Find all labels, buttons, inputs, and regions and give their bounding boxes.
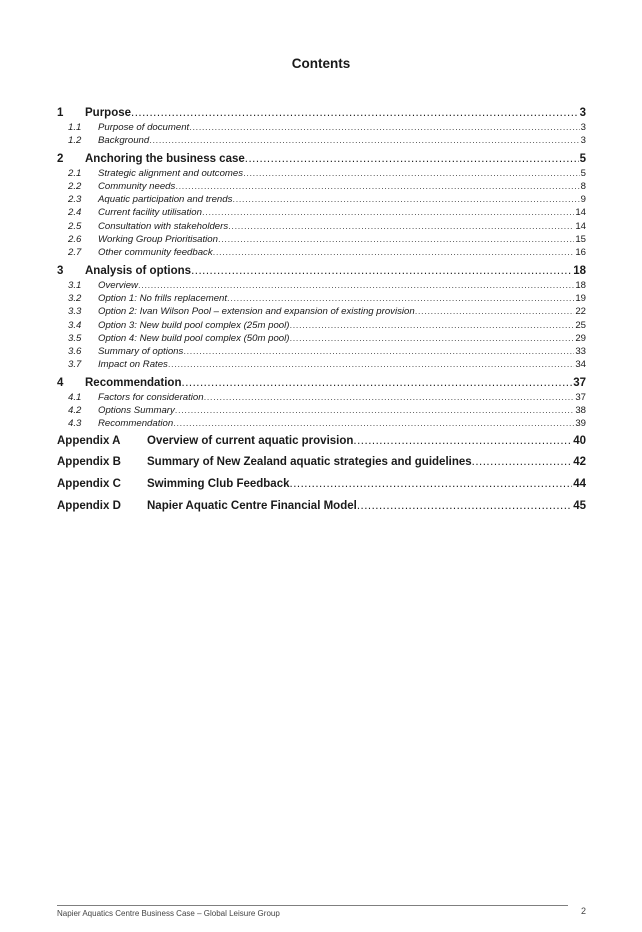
toc-appendix[interactable] — [57, 431, 586, 453]
toc-dot-leader — [173, 417, 574, 430]
toc-entry-number: 2.2 — [68, 180, 82, 192]
toc-entry-title: Option 3: New build pool complex (25m pool) — [98, 319, 290, 331]
toc-dot-leader — [289, 332, 574, 345]
toc-entry-page: 29 — [575, 332, 586, 344]
toc-entry-number: 3.4 — [68, 319, 82, 331]
toc-entry-page: 18 — [575, 279, 586, 291]
toc-entry-title: Community needs — [98, 180, 176, 192]
toc-entry-number: 3.1 — [68, 279, 82, 291]
toc-dot-leader — [131, 105, 579, 121]
toc-entry-number: 2.3 — [68, 194, 82, 206]
toc-entry-number: 2.7 — [68, 247, 82, 259]
toc-entry-number: 3 — [57, 264, 64, 277]
toc-entry-number: 3.7 — [68, 359, 82, 371]
toc-entry-page: 25 — [575, 319, 586, 331]
toc-entry-number: 3.5 — [68, 332, 82, 344]
toc-entry-number: 4.1 — [68, 391, 82, 403]
toc-entry-number: 2.6 — [68, 234, 82, 246]
toc-entry-number: Appendix A — [57, 434, 121, 447]
toc-entry-number: Appendix B — [57, 456, 121, 469]
toc-subsection[interactable] — [57, 180, 586, 193]
toc-section[interactable] — [57, 151, 586, 167]
toc-entry-title: Purpose — [85, 107, 132, 119]
toc-entry-title: Options Summary — [98, 405, 175, 417]
toc-entry-number: 3.3 — [68, 306, 82, 318]
toc-entry-page: 33 — [575, 346, 586, 358]
toc-dot-leader — [182, 375, 573, 391]
toc-entry-title: Napier Aquatic Centre Financial Model — [147, 499, 357, 512]
toc-subsection[interactable] — [57, 206, 586, 219]
toc-entry-number: 4.3 — [68, 418, 82, 430]
toc-entry-page: 22 — [575, 306, 586, 318]
toc-subsection[interactable] — [57, 391, 586, 404]
toc-entry-page: 14 — [575, 207, 586, 219]
toc-appendix[interactable] — [57, 452, 586, 474]
toc-dot-leader — [168, 358, 574, 371]
page-title: Contents — [291, 56, 351, 71]
toc-entry-page: 16 — [575, 247, 586, 259]
toc-dot-leader — [183, 345, 574, 358]
toc-subsection[interactable] — [57, 134, 586, 147]
toc-appendix[interactable] — [57, 474, 586, 496]
toc-dot-leader — [245, 151, 579, 167]
toc-dot-leader — [357, 496, 572, 518]
toc-dot-leader — [232, 193, 579, 206]
toc-entry-title: Option 1: No frills replacement — [98, 292, 228, 304]
toc-entry-page: 18 — [573, 264, 586, 277]
toc-subsection[interactable] — [57, 121, 586, 134]
toc-dot-leader — [415, 305, 575, 318]
toc-dot-leader — [204, 391, 575, 404]
toc-entry-title: Swimming Club Feedback — [147, 478, 290, 491]
toc-subsection[interactable] — [57, 332, 586, 345]
toc-entry-page: 38 — [575, 405, 586, 417]
toc-subsection[interactable] — [57, 233, 586, 246]
toc-subsection[interactable] — [57, 417, 586, 430]
toc-subsection[interactable] — [57, 404, 586, 417]
toc-dot-leader — [289, 319, 574, 332]
toc-entry-title: Consultation with stakeholders — [98, 220, 229, 232]
toc-entry-page: 5 — [579, 152, 586, 165]
toc-entry-title: Factors for consideration — [98, 391, 204, 403]
toc-entry-page: 39 — [575, 418, 586, 430]
toc-entry-page: 42 — [573, 456, 586, 469]
toc-entry-title: Option 4: New build pool complex (50m pool) — [98, 332, 290, 344]
footer-text: Napier Aquatics Centre Business Case – Global Leisure Group — [57, 909, 280, 918]
toc-dot-leader — [243, 167, 580, 180]
toc-entry-number: Appendix C — [57, 478, 121, 491]
toc-entry-number: 3.6 — [68, 346, 82, 358]
toc-entry-number: 1 — [57, 107, 64, 119]
toc-dot-leader — [218, 233, 574, 246]
toc-entry-title: Overview of current aquatic provision — [147, 434, 354, 447]
toc-entry-page: 19 — [575, 292, 586, 304]
toc-dot-leader — [353, 431, 572, 453]
toc-dot-leader — [202, 206, 574, 219]
toc-dot-leader — [227, 292, 574, 305]
toc-section[interactable] — [57, 263, 586, 279]
toc-entry-title: Current facility utilisation — [98, 207, 202, 219]
toc-section[interactable] — [57, 375, 586, 391]
toc-entry-number: 2.4 — [68, 207, 82, 219]
toc-appendix[interactable] — [57, 496, 586, 518]
toc-entry-title: Option 2: Ivan Wilson Pool – extension and expansion of existing provision — [98, 306, 415, 318]
toc-entry-title: Recommendation — [85, 376, 182, 389]
toc-subsection[interactable] — [57, 246, 586, 259]
toc-entry-title: Impact on Rates — [98, 359, 168, 371]
toc-entry-page: 3 — [579, 107, 586, 119]
table-of-contents — [57, 102, 586, 517]
toc-entry-title: Anchoring the business case — [85, 152, 245, 165]
toc-subsection[interactable] — [57, 305, 586, 318]
toc-section[interactable] — [57, 105, 586, 121]
toc-subsection[interactable] — [57, 167, 586, 180]
toc-entry-number: 4 — [57, 376, 64, 389]
toc-subsection[interactable] — [57, 345, 586, 358]
toc-entry-number: 4.2 — [68, 405, 82, 417]
toc-entry-title: Other community feedback — [98, 247, 213, 259]
toc-entry-page: 40 — [573, 434, 586, 447]
toc-entry-page: 44 — [573, 478, 586, 491]
toc-entry-number: 1.2 — [68, 135, 82, 147]
toc-entry-page: 3 — [580, 122, 586, 133]
toc-dot-leader — [290, 474, 573, 496]
toc-entry-page: 5 — [580, 167, 586, 179]
toc-dot-leader — [175, 404, 575, 417]
toc-entry-number: 2.5 — [68, 220, 82, 232]
toc-dot-leader — [149, 134, 579, 147]
toc-entry-title: Working Group Prioritisation — [98, 234, 218, 246]
toc-entry-page: 37 — [573, 376, 586, 389]
toc-entry-page: 34 — [575, 359, 586, 371]
toc-subsection[interactable] — [57, 193, 586, 206]
toc-entry-page: 45 — [573, 499, 586, 512]
toc-entry-title: Aquatic participation and trends — [98, 194, 233, 206]
toc-entry-number: Appendix D — [57, 499, 121, 512]
toc-entry-number: 1.1 — [68, 122, 82, 133]
toc-entry-page: 3 — [580, 135, 586, 147]
toc-subsection[interactable] — [57, 319, 586, 332]
toc-entry-page: 8 — [580, 180, 586, 192]
toc-dot-leader — [138, 279, 574, 292]
footer-page-number: 2 — [580, 906, 586, 916]
toc-subsection[interactable] — [57, 279, 586, 292]
toc-entry-number: 2 — [57, 152, 64, 165]
toc-dot-leader — [213, 246, 575, 259]
toc-subsection[interactable] — [57, 220, 586, 233]
toc-subsection[interactable] — [57, 292, 586, 305]
toc-entry-title: Recommendation — [98, 418, 174, 430]
toc-entry-title: Summary of New Zealand aquatic strategies and guidelines — [147, 456, 472, 469]
toc-dot-leader — [472, 452, 573, 474]
footer-divider — [57, 905, 568, 906]
toc-entry-page: 14 — [575, 220, 586, 232]
toc-dot-leader — [175, 180, 579, 193]
toc-entry-number: 3.2 — [68, 292, 82, 304]
toc-entry-page: 15 — [575, 234, 586, 246]
toc-dot-leader — [189, 121, 579, 134]
toc-entry-title: Overview — [98, 279, 138, 291]
toc-entry-title: Summary of options — [98, 346, 184, 358]
toc-entry-title: Purpose of document — [98, 122, 190, 133]
toc-dot-leader — [228, 220, 574, 233]
toc-entry-title: Strategic alignment and outcomes — [98, 167, 244, 179]
toc-entry-title: Background — [98, 135, 150, 147]
toc-entry-page: 9 — [580, 194, 586, 206]
toc-subsection[interactable] — [57, 358, 586, 371]
toc-dot-leader — [191, 263, 572, 279]
toc-entry-page: 37 — [575, 391, 586, 403]
toc-entry-title: Analysis of options — [85, 264, 192, 277]
toc-entry-number: 2.1 — [68, 167, 82, 179]
